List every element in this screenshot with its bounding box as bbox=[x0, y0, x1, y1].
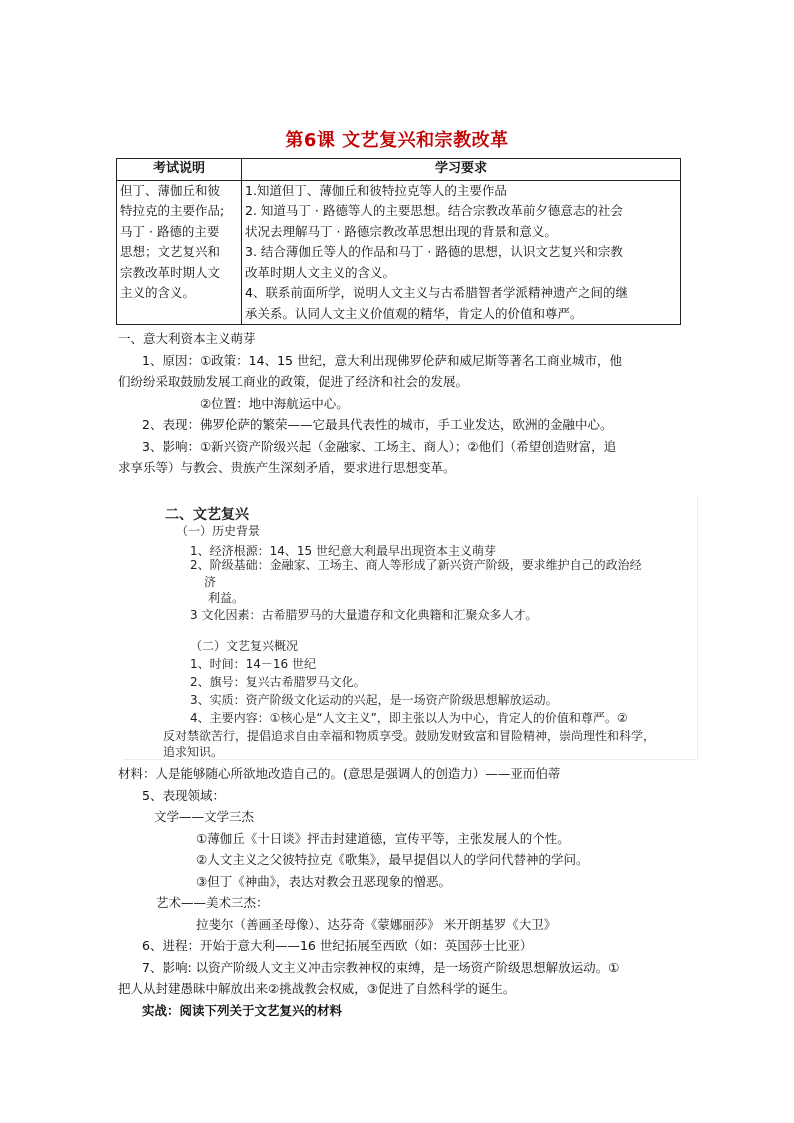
art-items: 拉斐尔（善画圣母像）、达芬奇《蒙娜丽莎》 米开朗基罗《大卫》 bbox=[196, 916, 557, 932]
table-header-study: 学习要求 bbox=[242, 159, 681, 181]
paragraph-line: 求享乐等）与教会、贵族产生深刻矛盾，要求进行思想变革。 bbox=[118, 460, 456, 475]
cell-line: 3. 结合薄伽丘等人的作品和马丁 · 路德的思想，认识文艺复兴和宗教 bbox=[245, 244, 623, 259]
paragraph-line: 们纷纷采取鼓励发展工商业的政策，促进了经济和社会的发展。 bbox=[118, 374, 469, 389]
literature-item: ①薄伽丘《十日谈》抨击封建道德，宣传平等，主张发展人的个性。 bbox=[196, 830, 570, 846]
paragraph-line: 济 bbox=[204, 575, 217, 589]
paragraph-line: 5、表现领域： bbox=[142, 787, 225, 803]
section-heading: 二、文艺复兴 bbox=[165, 507, 249, 523]
paragraph-line: ②位置：地中海航运中心。 bbox=[200, 395, 349, 411]
practice-heading: 实战：阅读下列关于文艺复兴的材料 bbox=[142, 1002, 343, 1018]
cell-line: 2. 知道马丁 · 路德等人的主要思想。结合宗教改革前夕德意志的社会 bbox=[245, 203, 623, 218]
cell-line: 4、联系前面所学，说明人文主义与古希腊智者学派精神遗产之间的继 bbox=[245, 285, 628, 300]
paragraph-line: 6、进程：开始于意大利——16 世纪拓展至西欧（如：英国莎士比亚） bbox=[142, 938, 533, 953]
cell-line: 改革时期人文主义的含义。 bbox=[245, 264, 396, 280]
paragraph-line: 1、经济根源：14、15 世纪意大利最早出现资本主义萌芽 bbox=[190, 544, 496, 558]
page-title: 第6课 文艺复兴和宗教改革 bbox=[285, 130, 509, 151]
subheading-overview: （二）文艺复兴概况 bbox=[190, 639, 299, 653]
cell-line: 思想；文艺复兴和 bbox=[120, 244, 221, 259]
cell-line: 状况去理解马丁 · 路德宗教改革思想出现的背景和意义。 bbox=[245, 223, 557, 239]
section-heading: 一、意大利资本主义萌芽 bbox=[118, 331, 256, 346]
paragraph-line: 2、旗号：复兴古希腊罗马文化。 bbox=[190, 675, 366, 689]
subheading-background: （一）历史背景 bbox=[176, 524, 261, 538]
section-italy-capitalism bbox=[118, 328, 683, 479]
literature-item: ③但丁《神曲》，表达对教会丑恶现象的憎恶。 bbox=[196, 873, 451, 889]
cell-line: 主义的含义。 bbox=[120, 285, 196, 300]
cell-line: 宗教改革时期人文 bbox=[120, 264, 221, 280]
paragraph-line: 追求知识。 bbox=[163, 745, 224, 759]
cell-line: 马丁 · 路德的主要 bbox=[120, 223, 220, 239]
study-requirements-cell bbox=[242, 180, 681, 325]
paragraph-line: 1、原因：①政策：14、15 世纪，意大利出现佛罗伦萨和威尼斯等著名工商业城市，他 bbox=[142, 352, 622, 368]
paragraph-line: 4、主要内容：①核心是“人文主义”，即主张以人为中心，肯定人的价值和尊严。② bbox=[190, 711, 628, 725]
literature-heading: 文学——文学三杰 bbox=[154, 809, 255, 824]
paragraph-line: 3、实质：资产阶级文化运动的兴起，是一场资产阶级思想解放运动。 bbox=[190, 693, 558, 707]
paragraph-line: 把人从封建愚昧中解放出来②挑战教会权威，③促进了自然科学的诞生。 bbox=[118, 981, 516, 996]
paragraph-line: 反对禁欲苦行，提倡追求自由幸福和物质享受。鼓励发财致富和冒险精神，崇尚理性和科学， bbox=[163, 729, 656, 743]
paragraph-line: 利益。 bbox=[208, 591, 245, 605]
section-renaissance-fields bbox=[118, 763, 683, 1021]
paragraph-line: 3、影响：①新兴资产阶级兴起（金融家、工场主、商人）；②他们（希望创造财富，追 bbox=[142, 438, 617, 454]
material-quote: 材料：人是能够随心所欲地改造自己的。(意思是强调人的创造力）——亚而伯蒂 bbox=[118, 766, 561, 781]
exam-description-cell bbox=[117, 180, 242, 325]
cell-line: 特拉克的主要作品; bbox=[120, 203, 225, 218]
cell-line: 1.知道但丁、薄伽丘和彼特拉克等人的主要作品 bbox=[245, 182, 507, 198]
table-header-exam: 考试说明 bbox=[117, 159, 242, 181]
paragraph-line: 1、时间：14－16 世纪 bbox=[190, 657, 316, 671]
table-header-row bbox=[117, 159, 681, 181]
paragraph-line: 3 文化因素：古希腊罗马的大量遗存和文化典籍和汇聚众多人才。 bbox=[190, 608, 538, 622]
requirements-table bbox=[116, 158, 681, 325]
art-heading: 艺术——美术三杰： bbox=[156, 895, 269, 910]
cell-line: 承关系。认同人文主义价值观的精华，肯定人的价值和尊严。 bbox=[245, 305, 583, 321]
cell-line: 但丁、薄伽丘和彼 bbox=[120, 182, 221, 198]
paragraph-line: 7、影响: 以资产阶级人文主义冲击宗教神权的束缚，是一场资产阶级思想解放运动。① bbox=[142, 959, 620, 975]
table-row bbox=[117, 180, 681, 325]
paragraph-line: 2、表现：佛罗伦萨的繁荣——它最具代表性的城市，手工业发达，欧洲的金融中心。 bbox=[142, 417, 613, 432]
paragraph-line: 2、阶级基础：金融家、工场主、商人等形成了新兴资产阶级，要求维护自己的政治经 bbox=[190, 558, 642, 572]
literature-item: ②人文主义之父彼特拉克《歌集》，最早提倡以人的学问代替神的学问。 bbox=[196, 852, 589, 867]
